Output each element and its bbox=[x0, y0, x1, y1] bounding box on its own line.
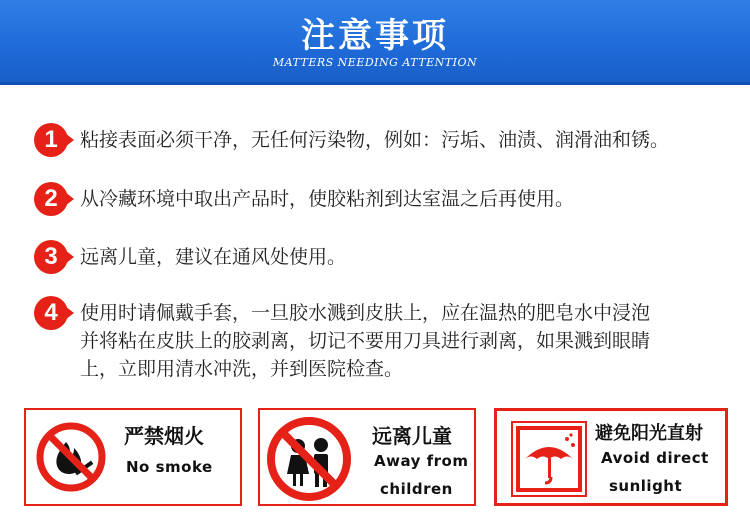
note-text: 粘接表面必须干净，无任何污染物，例如：污垢、油渍、润滑油和锈。 bbox=[80, 129, 670, 151]
note-text-line: 使用时请佩戴手套，一旦胶水溅到皮肤上，应在温热的肥皂水中浸泡 bbox=[80, 302, 651, 324]
note-text-line: 上，立即用清水冲洗，并到医院检查。 bbox=[80, 358, 404, 380]
page-title: 注意事项 bbox=[301, 16, 449, 56]
sign-title-en-line: Avoid direct bbox=[601, 449, 709, 467]
sign-title-zh: 避免阳光直射 bbox=[595, 423, 703, 444]
sign-title-en-line: Away from bbox=[374, 452, 469, 470]
sign-title-en-line: sunlight bbox=[609, 477, 683, 495]
sign-no-smoke bbox=[24, 408, 242, 506]
sign-away-from-children bbox=[258, 408, 476, 506]
note-text: 远离儿童，建议在通风处使用。 bbox=[80, 246, 347, 268]
umbrella-icon bbox=[511, 421, 587, 497]
no-fire-icon bbox=[36, 422, 106, 492]
note-text-line: 并将粘在皮肤上的胶剥离，切记不要用刀具进行剥离，如果溅到眼睛 bbox=[80, 330, 651, 352]
header-banner bbox=[0, 0, 750, 85]
note-number-badge: 3 bbox=[34, 240, 68, 274]
sign-title-en-line: children bbox=[380, 480, 453, 498]
sign-avoid-sunlight bbox=[494, 408, 728, 506]
sign-title-en: No smoke bbox=[126, 458, 213, 476]
no-children-icon bbox=[266, 416, 352, 502]
note-text: 从冷藏环境中取出产品时，使胶粘剂到达室温之后再使用。 bbox=[80, 188, 575, 210]
page-subtitle: MATTERS NEEDING ATTENTION bbox=[272, 56, 478, 69]
note-number-badge: 1 bbox=[34, 123, 68, 157]
note-number-badge: 4 bbox=[34, 296, 68, 330]
sign-title-zh: 严禁烟火 bbox=[124, 424, 204, 448]
note-number-badge: 2 bbox=[34, 182, 68, 216]
sign-title-zh: 远离儿童 bbox=[372, 424, 452, 448]
